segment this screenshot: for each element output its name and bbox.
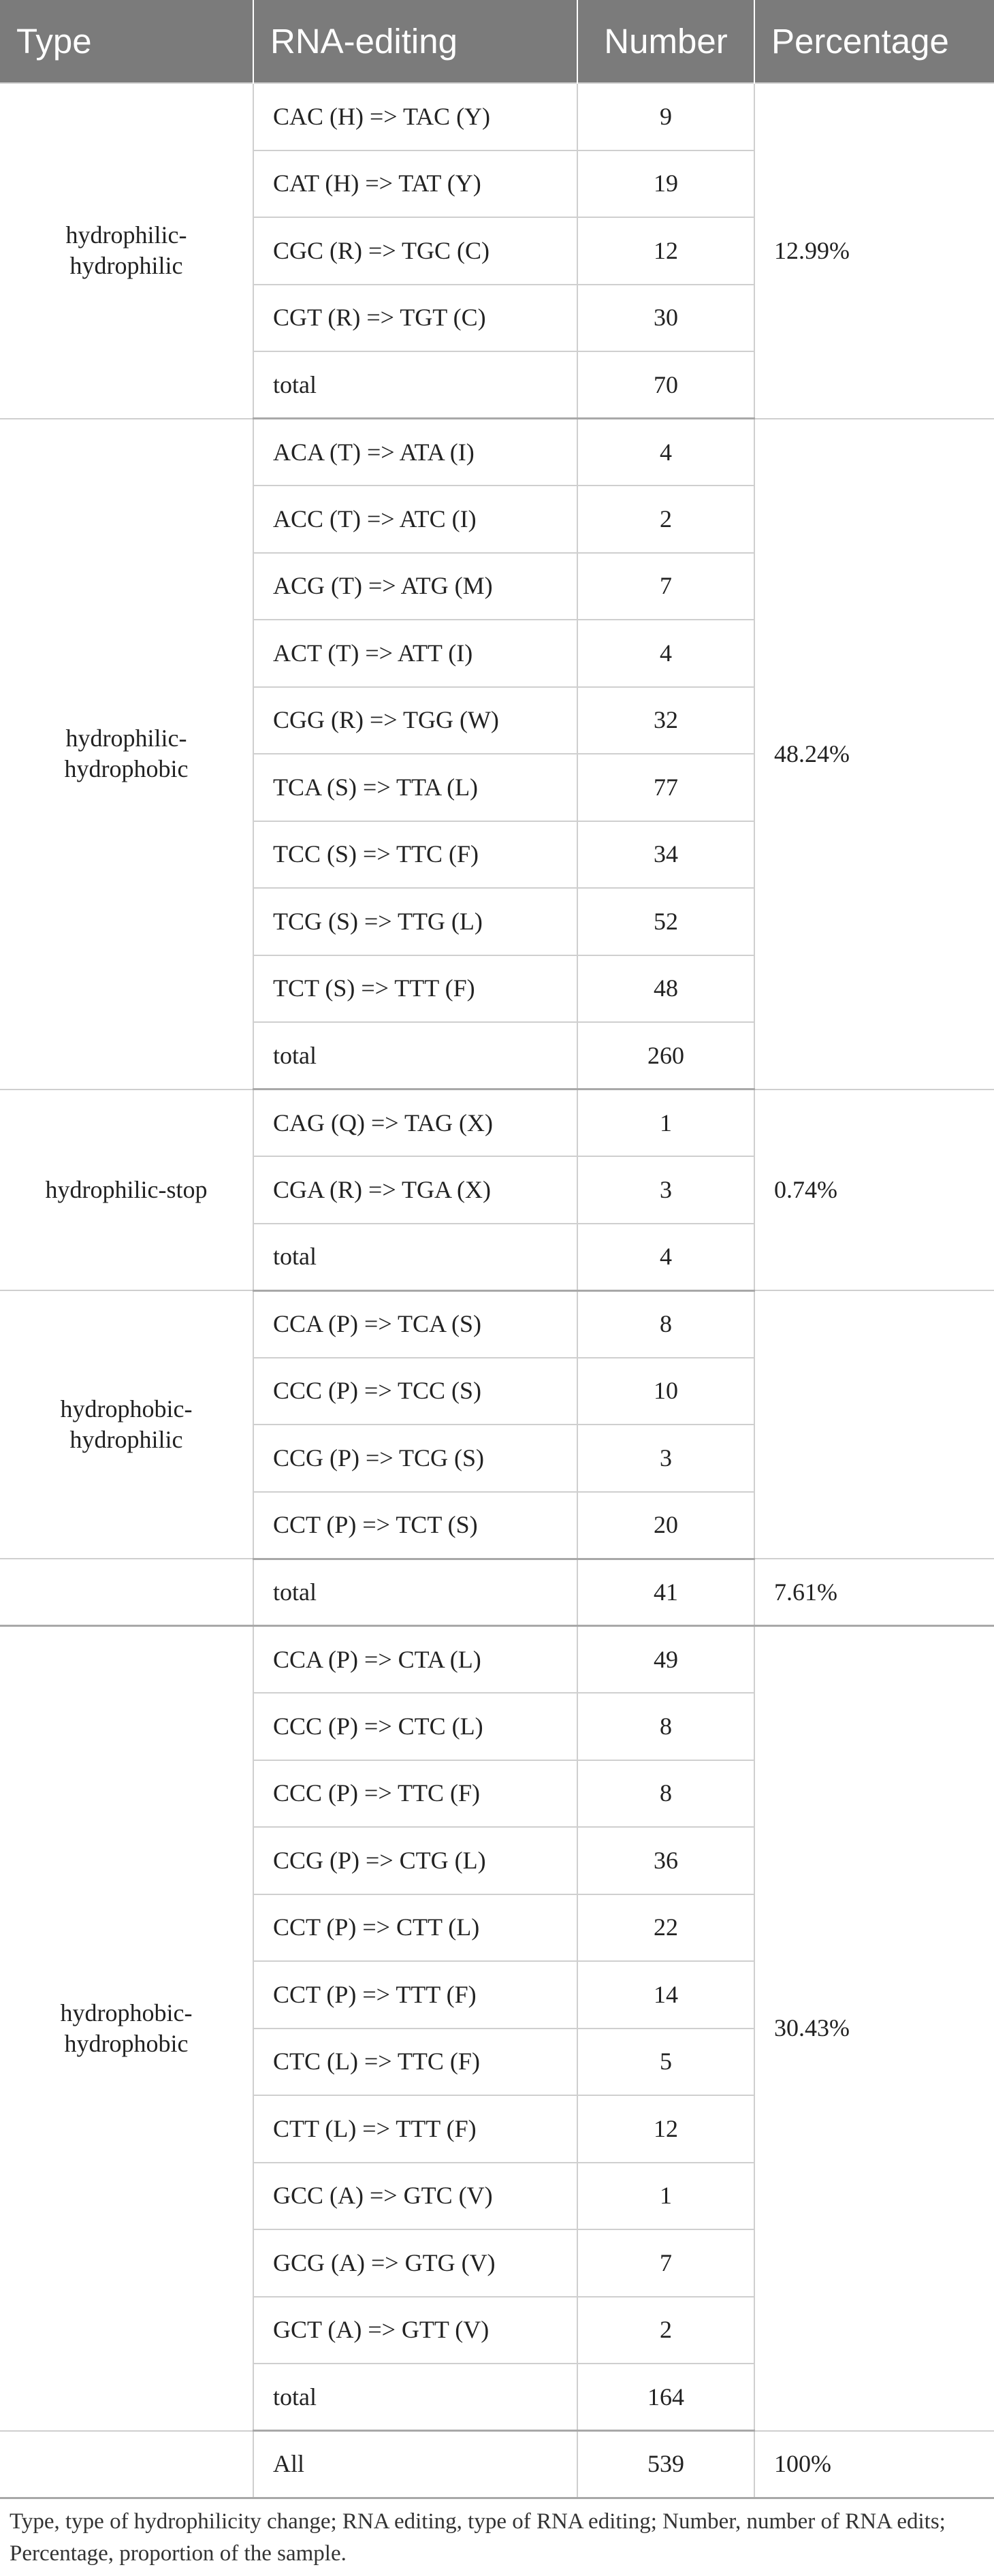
type-cell	[0, 1559, 253, 1626]
number-cell: 30	[577, 285, 754, 352]
type-cell: hydrophilic- hydrophobic	[0, 419, 253, 1090]
percentage-cell: 7.61%	[754, 1559, 994, 1626]
percentage-cell: 12.99%	[754, 83, 994, 419]
rna-editing-cell: CCT (P) => CTT (L)	[253, 1894, 577, 1962]
header-type: Type	[0, 0, 253, 83]
number-cell: 3	[577, 1156, 754, 1224]
rna-editing-cell: CGT (R) => TGT (C)	[253, 285, 577, 352]
rna-editing-cell: TCG (S) => TTG (L)	[253, 888, 577, 955]
number-cell: 22	[577, 1894, 754, 1962]
table-row	[0, 1559, 994, 1626]
number-cell: 36	[577, 1827, 754, 1894]
header-row	[0, 0, 994, 83]
header-rna-editing: RNA-editing	[253, 0, 577, 83]
table-footnote: Type, type of hydrophilicity change; RNA editing, type of RNA editing; Number, number of RNA edits; Percentage, proportion of the sample.	[10, 2509, 946, 2566]
rna-editing-cell: total	[253, 351, 577, 419]
rna-editing-cell: CGG (R) => TGG (W)	[253, 687, 577, 754]
rna-editing-cell: CTC (L) => TTC (F)	[253, 2029, 577, 2096]
rna-editing-cell: All	[253, 2431, 577, 2498]
number-cell: 12	[577, 217, 754, 285]
number-cell: 9	[577, 83, 754, 150]
table-row	[0, 1290, 994, 1358]
rna-editing-cell: CAT (H) => TAT (Y)	[253, 150, 577, 218]
rna-editing-cell: GCC (A) => GTC (V)	[253, 2163, 577, 2230]
rna-editing-cell: CCC (P) => TCC (S)	[253, 1358, 577, 1425]
table-row	[0, 1090, 994, 1157]
number-cell: 52	[577, 888, 754, 955]
rna-editing-cell: CCT (P) => TCT (S)	[253, 1492, 577, 1559]
number-cell: 48	[577, 955, 754, 1023]
rna-editing-cell: CCG (P) => TCG (S)	[253, 1425, 577, 1492]
rna-editing-cell: CCC (P) => CTC (L)	[253, 1693, 577, 1760]
number-cell: 4	[577, 1224, 754, 1291]
table-row	[0, 83, 994, 150]
table-row	[0, 2431, 994, 2498]
number-cell: 7	[577, 2229, 754, 2297]
percentage-cell	[754, 1290, 994, 1559]
number-cell: 2	[577, 2297, 754, 2364]
rna-editing-cell: TCA (S) => TTA (L)	[253, 754, 577, 821]
number-cell: 32	[577, 687, 754, 754]
rna-editing-cell: CCC (P) => TTC (F)	[253, 1760, 577, 1828]
number-cell: 14	[577, 1961, 754, 2029]
rna-editing-cell: TCC (S) => TTC (F)	[253, 821, 577, 889]
rna-editing-cell: total	[253, 1022, 577, 1090]
number-cell: 49	[577, 1626, 754, 1694]
number-cell: 20	[577, 1492, 754, 1559]
rna-editing-cell: CAC (H) => TAC (Y)	[253, 83, 577, 150]
type-cell	[0, 2431, 253, 2498]
rna-editing-cell: ACC (T) => ATC (I)	[253, 486, 577, 553]
table-body	[0, 83, 994, 2498]
type-cell: hydrophobic- hydrophobic	[0, 1626, 253, 2431]
number-cell: 539	[577, 2431, 754, 2498]
rna-editing-cell: CCA (P) => CTA (L)	[253, 1626, 577, 1694]
header-number: Number	[577, 0, 754, 83]
rna-editing-cell: ACG (T) => ATG (M)	[253, 553, 577, 620]
rna-editing-cell: ACT (T) => ATT (I)	[253, 620, 577, 687]
rna-editing-cell: CCT (P) => TTT (F)	[253, 1961, 577, 2029]
percentage-cell: 100%	[754, 2431, 994, 2498]
type-cell: hydrophilic- hydrophilic	[0, 83, 253, 419]
rna-editing-cell: CGA (R) => TGA (X)	[253, 1156, 577, 1224]
number-cell: 2	[577, 486, 754, 553]
number-cell: 164	[577, 2364, 754, 2431]
number-cell: 4	[577, 419, 754, 486]
rna-editing-cell: CCG (P) => CTG (L)	[253, 1827, 577, 1894]
number-cell: 34	[577, 821, 754, 889]
number-cell: 8	[577, 1290, 754, 1358]
percentage-cell: 0.74%	[754, 1090, 994, 1291]
percentage-cell: 48.24%	[754, 419, 994, 1090]
percentage-cell: 30.43%	[754, 1626, 994, 2431]
rna-editing-cell: CCA (P) => TCA (S)	[253, 1290, 577, 1358]
number-cell: 8	[577, 1760, 754, 1828]
rna-editing-cell: total	[253, 1224, 577, 1291]
number-cell: 12	[577, 2095, 754, 2163]
rna-editing-cell: GCT (A) => GTT (V)	[253, 2297, 577, 2364]
number-cell: 1	[577, 1090, 754, 1157]
number-cell: 10	[577, 1358, 754, 1425]
type-cell: hydrophobic- hydrophilic	[0, 1290, 253, 1559]
rna-editing-cell: CTT (L) => TTT (F)	[253, 2095, 577, 2163]
header-percentage: Percentage	[754, 0, 994, 83]
rna-editing-cell: total	[253, 1559, 577, 1626]
number-cell: 3	[577, 1425, 754, 1492]
rna-editing-cell: CGC (R) => TGC (C)	[253, 217, 577, 285]
number-cell: 77	[577, 754, 754, 821]
rna-editing-cell: total	[253, 2364, 577, 2431]
rna-editing-cell: CAG (Q) => TAG (X)	[253, 1090, 577, 1157]
rna-editing-cell: ACA (T) => ATA (I)	[253, 419, 577, 486]
number-cell: 7	[577, 553, 754, 620]
type-cell: hydrophilic-stop	[0, 1090, 253, 1291]
number-cell: 8	[577, 1693, 754, 1760]
rna-editing-cell: TCT (S) => TTT (F)	[253, 955, 577, 1023]
rna-editing-cell: GCG (A) => GTG (V)	[253, 2229, 577, 2297]
table-row	[0, 1626, 994, 1694]
number-cell: 19	[577, 150, 754, 218]
table-row	[0, 419, 994, 486]
number-cell: 41	[577, 1559, 754, 1626]
number-cell: 70	[577, 351, 754, 419]
number-cell: 1	[577, 2163, 754, 2230]
number-cell: 5	[577, 2029, 754, 2096]
number-cell: 260	[577, 1022, 754, 1090]
number-cell: 4	[577, 620, 754, 687]
